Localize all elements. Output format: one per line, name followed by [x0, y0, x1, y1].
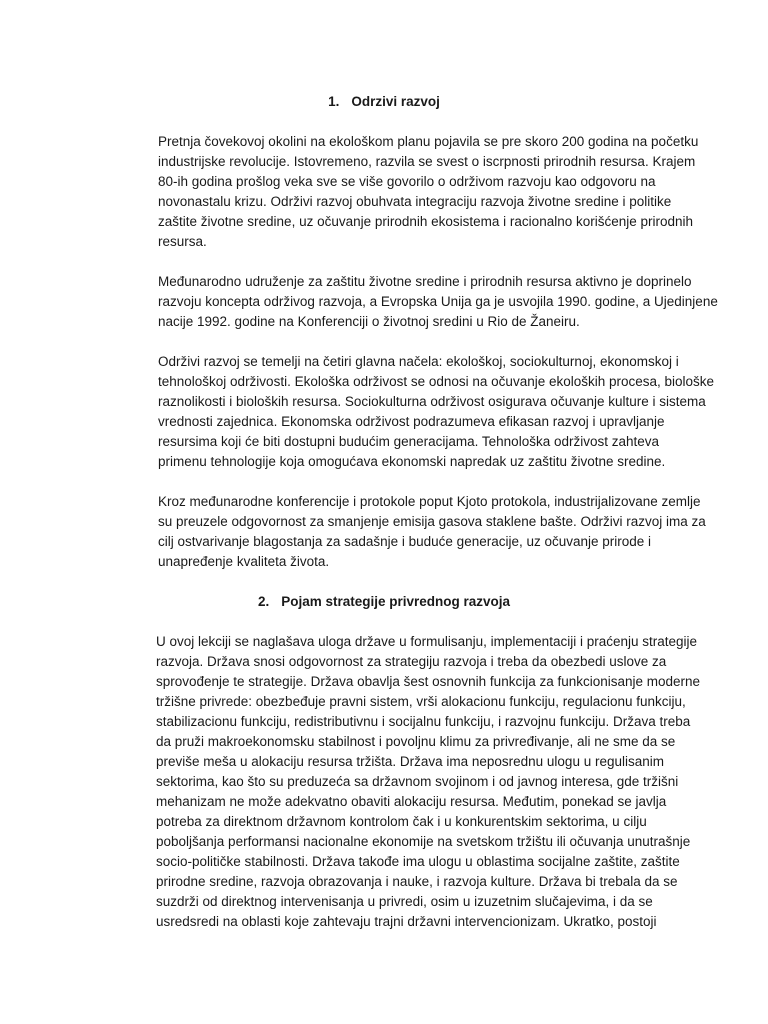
- paragraph-line: da pruži makroekonomsku stabilnost i povoljnu klimu za privređivanje, ali ne sme da se: [156, 734, 676, 749]
- paragraph-line: razvoja. Država snosi odgovornost za strategiju razvoja i treba da obezbedi uslove za: [156, 654, 667, 669]
- paragraph-line: industrijske revolucije. Istovremeno, razvila se svest o iscrpnosti prirodnih resursa. Krajem: [158, 154, 696, 169]
- paragraph: [158, 272, 718, 332]
- paragraph-line: mehanizam ne može adekvatno obaviti alokaciju resursa. Međutim, ponekad se javlja: [156, 794, 667, 809]
- paragraph-line: tržišne privrede: obezbeđuje pravni sistem, vrši alokacionu funkciju, regulacionu funkciju,: [156, 694, 686, 709]
- section-heading: [0, 92, 768, 112]
- paragraph-line: cilj ostvarivanje blagostanja za sadašnje i buduće generacije, uz očuvanje prirode i: [158, 534, 652, 549]
- paragraph-line: poboljšanja performansi nacionalne ekonomije na svetskom tržištu ili očuvanja unutrašnje: [156, 834, 691, 849]
- paragraph: [158, 352, 714, 472]
- paragraph-line: su preuzele odgovornost za smanjenje emisija gasova staklene bašte. Održivi razvoj ima za: [158, 514, 706, 529]
- paragraph-line: nacije 1992. godine na Konferenciji o životnoj sredini u Rio de Žaneiru.: [158, 314, 580, 329]
- paragraph-line: prirodne sredine, razvoja obrazovanja i nauke, i razvoja kulture. Država bi trebala da se: [156, 874, 678, 889]
- paragraph-line: usredsredi na oblasti koje zahtevaju trajni državni intervencionizam. Ukratko, postoji: [156, 914, 657, 929]
- paragraph-line: potreba za direktnom državnom kontrolom čak i u konkurentskim sektorima, u cilju: [156, 814, 647, 829]
- section-title: Odrzivi razvoj: [351, 94, 440, 109]
- paragraph-line: vrednosti zajednica. Ekonomska održivost podrazumeva efikasan razvoj i upravljanje: [158, 414, 665, 429]
- paragraph-line: Pretnja čovekovoj okolini na ekološkom planu pojavila se pre skoro 200 godina na početku: [158, 134, 699, 149]
- section-number: 2.: [257, 594, 270, 609]
- paragraph-line: Međunarodno udruženje za zaštitu životne sredine i prirodnih resursa aktivno je doprinelo: [158, 274, 692, 289]
- paragraph-line: tehnološkoj održivosti. Ekološka održivost se odnosi na očuvanje ekoloških procesa, biološke: [158, 374, 715, 389]
- paragraph-line: stabilizacionu funkciju, redistributivnu i socijalnu funkciju, i razvojnu funkciju. Država treba: [156, 714, 691, 729]
- section-title: Pojam strategije privrednog razvoja: [281, 594, 511, 609]
- paragraph-line: suzdrži od direktnog intervenisanja u privredi, osim u izuzetnim slučajevima, i da se: [156, 894, 653, 909]
- paragraph-line: zaštite životne sredine, uz očuvanje prirodnih ekosistema i racionalno korišćenje prirodnih: [158, 214, 694, 229]
- paragraph-line: Održivi razvoj se temelji na četiri glavna načela: ekološkoj, sociokulturnoj, ekonomskoj i: [158, 354, 679, 369]
- paragraph-line: previše meša u alokaciju resursa tržišta. Država ima neposrednu ulogu u regulisanim: [156, 754, 664, 769]
- paragraph-line: sektorima, kao što su preduzeća sa državnom svojinom i od javnog interesa, gde tržišni: [156, 774, 679, 789]
- paragraph-line: novonastalu krizu. Održivi razvoj obuhvata integraciju razvoja životne sredine i politike: [158, 194, 672, 209]
- paragraph-line: U ovoj lekciji se naglašava uloga države u formulisanju, implementaciji i praćenju strategije: [156, 634, 698, 649]
- paragraph-line: primenu tehnologije koja omogućava ekonomski napredak uz zaštitu životne sredine.: [158, 454, 666, 469]
- paragraph-line: resursa.: [158, 234, 207, 249]
- paragraph: [158, 132, 698, 252]
- paragraph-line: unapređenje kvaliteta života.: [158, 554, 330, 569]
- paragraph: [156, 632, 700, 932]
- paragraph-line: raznolikosti i bioloških resursa. Sociokulturna održivost osigurava očuvanje kulture i sistema: [158, 394, 706, 409]
- paragraph: [158, 492, 706, 572]
- paragraph-line: 80-ih godina prošlog veka sve se više govorilo o održivom razvoju kao odgovoru na: [158, 174, 656, 189]
- paragraph-line: socio-političke stabilnosti. Država takođe ima ulogu u oblastima socijalne zaštite, zaštite: [156, 854, 680, 869]
- section-heading: [0, 592, 768, 612]
- section-number: 1.: [328, 94, 340, 109]
- paragraph-line: razvoju koncepta održivog razvoja, a Evropska Unija ga je usvojila 1990. godine, a Ujedinjene: [158, 294, 718, 309]
- paragraph-line: resursima koji će biti dostupni budućim generacijama. Tehnološka održivost zahteva: [158, 434, 660, 449]
- paragraph-line: Kroz međunarodne konferencije i protokole poput Kjoto protokola, industrijalizovane zemlje: [158, 494, 701, 509]
- paragraph-line: sprovođenje te strategije. Država obavlja šest osnovnih funkcija za funkcionisanje moderne: [156, 674, 701, 689]
